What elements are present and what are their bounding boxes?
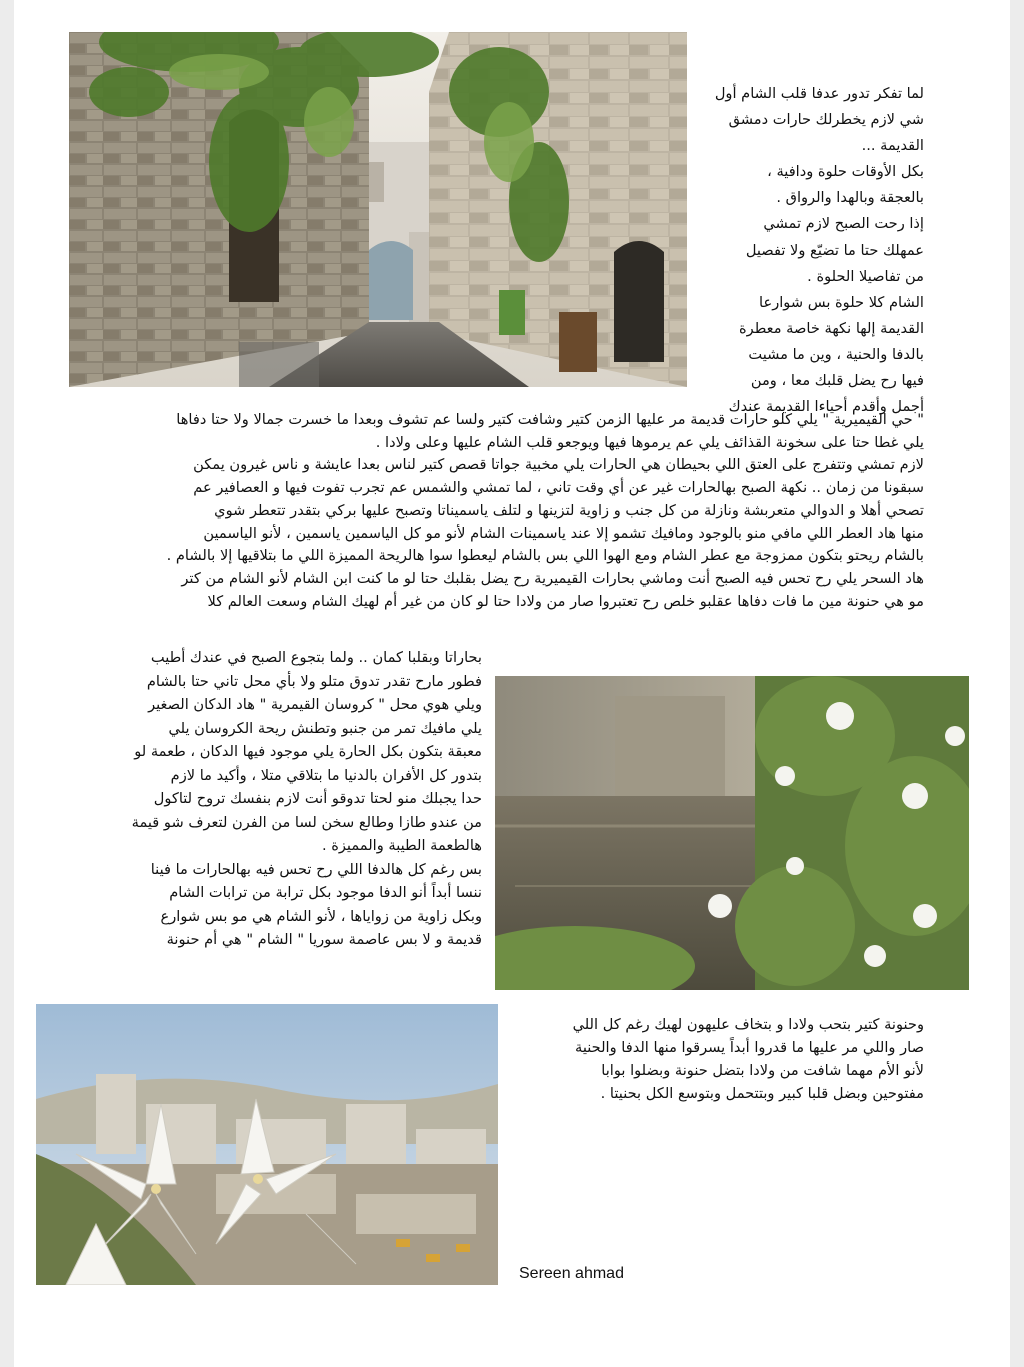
intro-paragraph (708, 81, 924, 420)
side-line: ويلي هوي محل " كروسان القيمرية " هاد الدكان الصغير (148, 696, 482, 713)
side-line: هالطعمة الطيبة والمميزة . (321, 837, 482, 854)
intro-line: إذا رحت الصبح لازم تمشي (763, 215, 924, 233)
magazine-page (14, 0, 1010, 1367)
intro-line: الشام كلا حلوة بس شوارعا (759, 293, 924, 311)
intro-line: فيها رح يضل قلبك معا ، ومن (750, 372, 924, 390)
side-line: بس رغم كل هالدفا اللي رح تحس فيه بهالحارات ما فينا (150, 860, 482, 878)
closing-line: لأنو الأم مهما شافت من ولادا بتضل حنونة وبضلوا بوابا (601, 1062, 924, 1079)
intro-line: بالدفا والحنية ، وين ما مشيت (748, 345, 924, 363)
side-line: بحاراتا وبقلبا كمان .. ولما بتجوع الصبح في عندك أطيب (150, 649, 482, 666)
intro-line: بكل الأوقات حلوة ودافية ، (767, 163, 924, 181)
main-line: منها هاد العطر اللي مافي منو بالوجود ومافيك تشمو إلا عند ياسمينات الشام لأنو مو كل الياسمين ياسمين ، لأنو الياسمين (203, 524, 924, 542)
main-line: لازم تمشي وتتفرج على العتق اللي بحيطان هي الحارات يلي مخبية جواتا قصص كتير لناس بعدا عايشة و ناس غيرون يمكن (193, 456, 924, 474)
intro-line: بالعجقة وبالهدا والرواق . (776, 189, 924, 207)
skyline-jasmine-illustration (36, 1004, 498, 1285)
damascus-alley-illustration (69, 32, 687, 387)
closing-line: وحنونة كتير بتحب ولادا و بتخاف عليهون لهيك رغم كل اللي (572, 1016, 924, 1033)
intro-line: القديمة ... (861, 137, 924, 155)
intro-line: عمهلك حتا ما تضيّع ولا تفصيل (745, 241, 924, 259)
side-line: قديمة و لا بس عاصمة سوريا " الشام " هي أم حنونة (166, 931, 482, 948)
side-paragraph (126, 646, 482, 952)
side-line: بتدور كل الأفران بالدنيا ما بتلاقي متلا ، وأكيد ما لازم (170, 766, 482, 784)
intro-line: من تفاصيلا الحلوة . (807, 267, 924, 285)
intro-line: أجمل وأقدم أحياءا القديمة عندك (728, 398, 924, 416)
intro-line: شي لازم يخطرلك حارات دمشق (728, 111, 924, 129)
side-line: من عندو طازا وطالع سخن لسا من الفرن لتعرف شو قيمة (131, 813, 482, 831)
intro-line: لما تفكر تدور عدفا قلب الشام أول (714, 85, 924, 102)
river-jasmine-illustration (495, 676, 969, 990)
main-line: بالشام ريحتو بتكون ممزوجة مع عطر الشام ومع الهوا اللي بس بالشام ليعطوا سوا هالريحة المميزة اللي ما بتلاقيها إلا بالشام . (166, 547, 924, 565)
main-line: " حي القيميرية " يلي كلو حارات قديمة مر عليها الزمن كتير وشافت كتير ولسا عم تشوف وبعدا ما خسرت جمالا ولا حتا دفاها (176, 411, 924, 428)
side-line: وبكل زاوية من زواياها ، لأنو الشام هي مو بس شوارع (160, 907, 482, 925)
side-line: حدا يجبلك منو لحتا تدوقو أنت لازم بنفسك تروح لتاكول (153, 790, 482, 807)
side-line: معبقة بتكون بكل الحارة يلي موجود فيها الدكان ، طعمة لو (134, 743, 482, 760)
author-name: Sereen ahmad (519, 1265, 624, 1282)
main-line: هاد السحر يلي رح تحس فيه الصبح أنت وماشي بحارات القيميرية رح يضل بقلبك حتا لو ما كنت ابن الشام لأنو الشام من كتر (181, 569, 924, 587)
damascus-skyline-jasmine-photo (36, 1004, 498, 1285)
closing-paragraph (514, 1013, 924, 1105)
side-line: ننسا أبداً أنو الدفا موجود بكل ترابة من ترابات الشام (169, 884, 482, 901)
main-line: تصحي أهلا و الدوالي متعربشة ونازلة من كل جنب و زاوية لتزينها و لتلف ياسميناتا وتصبح عليها بركي بتقدر تتعطر شوي (214, 501, 924, 519)
main-paragraph (102, 409, 924, 613)
main-line: سبقونا من زمان .. نكهة الصبح بهالحارات غير عن أي وقت تاني ، لما تمشي والشمس عم تجرب تفوت فيها و العصافير عم (193, 479, 924, 497)
main-line: يلي غطا حتا على سخونة القذائف يلي عم يرموها فيها ويوجعو قلب الشام عليها وعلى ولادا . (375, 433, 924, 451)
intro-line: القديمة إلها نكهة خاصة معطرة (739, 319, 924, 337)
main-line: مو هي حنونة مين ما فات دفاها عقلبو خلص رح تعتبروا صار من ولادا حتا لو كان من غير أم لهيك الشام وسعت العالم كلا (207, 592, 924, 610)
closing-line: مفتوحين وبضل قلبا كبير وبتتحمل وبتوسع الكل بحنيتا . (600, 1085, 924, 1102)
side-line: فطور مارح تقدر تدوق متلو ولا بأي محل تاني حتا بالشام (146, 672, 482, 690)
river-jasmine-photo (495, 676, 969, 990)
closing-line: صار واللي مر عليها ما قدروا أبداً يسرقوا منها الدفا والحنية (575, 1039, 924, 1056)
damascus-alley-photo (69, 32, 687, 387)
side-line: يلي مافيك تمر من جنبو وتطنش ريحة الكروسان يلي (168, 719, 482, 737)
